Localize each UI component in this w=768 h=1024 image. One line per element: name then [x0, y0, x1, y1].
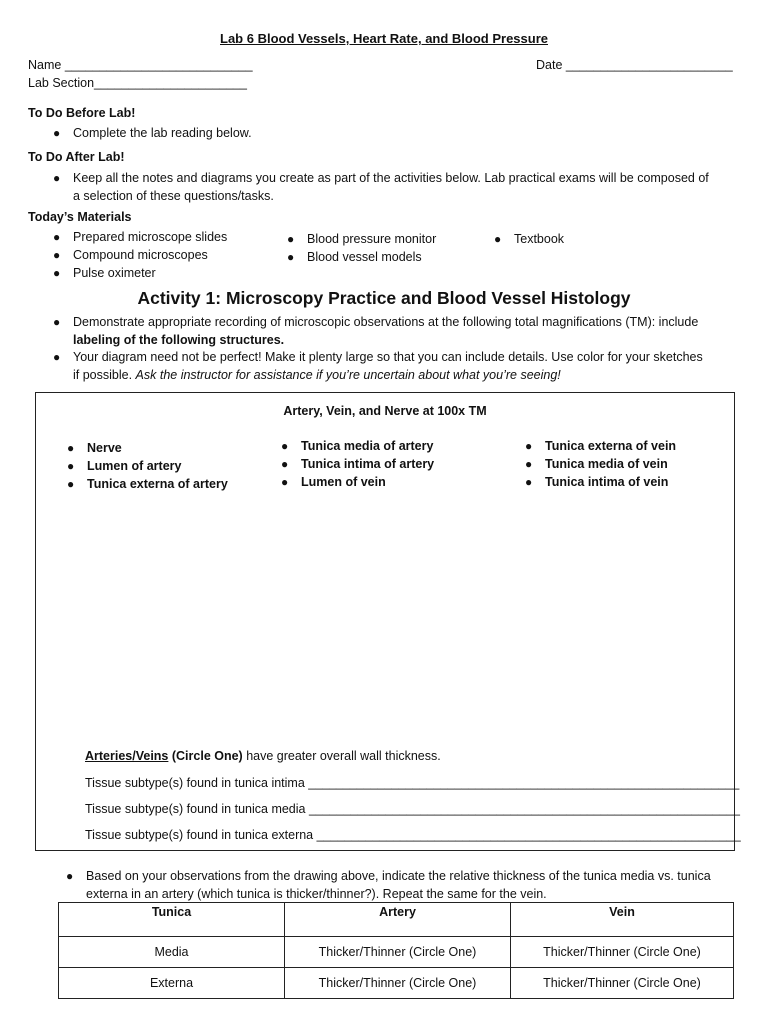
date-field[interactable]: Date ________________________ — [536, 58, 733, 72]
thickness-table — [58, 902, 734, 999]
bullet-icon: ● — [281, 439, 289, 453]
list-item: ● Prepared microscope slides — [53, 230, 228, 244]
table-cell: Media — [59, 937, 285, 968]
externa-answer-line[interactable]: Tissue subtype(s) found in tunica externa _____________________________________________________________ — [85, 828, 741, 842]
materials-col3 — [494, 230, 565, 248]
list-item: ● Tunica media of artery — [281, 439, 434, 453]
thickness-instructions: ● Based on your observations from the drawing above, indicate the relative thickness of the tunica media vs. tunica externa in an artery (which tunica is thicker/thinner?). Repeat the same for the vein. — [66, 869, 711, 901]
bullet-icon: ● — [525, 475, 533, 489]
drawing-box-title: Artery, Vein, and Nerve at 100x TM — [283, 404, 487, 418]
list-item: ● Lumen of artery — [67, 459, 182, 473]
bullet-icon: ● — [525, 439, 533, 453]
bullet-icon: ● — [67, 459, 75, 473]
list-item: ● Lumen of vein — [281, 475, 386, 489]
bullet-icon: ● — [53, 315, 61, 329]
lab-section-field[interactable]: Lab Section______________________ — [28, 76, 247, 90]
list-item: ● Compound microscopes — [53, 248, 208, 262]
table-header-row — [59, 903, 734, 937]
bullet-icon: ● — [53, 266, 61, 280]
bullet-icon: ● — [494, 232, 502, 246]
materials-col1 — [53, 228, 228, 282]
intima-answer-line[interactable]: Tissue subtype(s) found in tunica intima ______________________________________________________________ — [85, 776, 740, 790]
materials-heading: Today’s Materials — [28, 210, 132, 224]
after-lab-heading: To Do After Lab! — [28, 150, 125, 164]
bullet-icon: ● — [287, 250, 295, 264]
list-item: ● Tunica media of vein — [525, 457, 668, 471]
table-cell[interactable]: Thicker/Thinner (Circle One) — [285, 937, 511, 968]
name-field[interactable]: Name ___________________________ — [28, 58, 253, 72]
wall-thickness-question[interactable]: Arteries/Veins (Circle One) have greater overall wall thickness. — [85, 749, 441, 763]
activity-bullet-2: ● Your diagram need not be perfect! Make it plenty large so that you can include details. Use color for your sketches if possible. Ask the instructor for assistance if you’re uncertain about what you’re seeing! — [53, 350, 703, 382]
before-lab-heading: To Do Before Lab! — [28, 106, 136, 120]
table-row — [59, 968, 734, 999]
bullet-icon: ● — [281, 457, 289, 471]
activity-heading: Activity 1: Microscopy Practice and Blood Vessel Histology — [137, 288, 631, 308]
bullet-icon: ● — [53, 248, 61, 262]
list-item: ● Textbook — [494, 232, 565, 246]
list-item: ● Tunica externa of artery — [67, 477, 228, 491]
list-item: ● Pulse oximeter — [53, 266, 156, 280]
after-lab-item: ● Keep all the notes and diagrams you create as part of the activities below. Lab practical exams will be composed of a selection of these questions/tasks. — [53, 171, 709, 203]
list-item: ● Tunica externa of vein — [525, 439, 677, 453]
bullet-icon: ● — [525, 457, 533, 471]
table-cell[interactable]: Thicker/Thinner (Circle One) — [511, 968, 734, 999]
list-item: ● Blood pressure monitor — [287, 232, 437, 246]
table-header-cell: Artery — [285, 903, 511, 937]
bullet-icon: ● — [53, 171, 61, 185]
table-header-cell: Tunica — [59, 903, 285, 937]
bullet-icon: ● — [67, 441, 75, 455]
before-lab-item: ● Complete the lab reading below. — [53, 126, 252, 140]
list-item: ● Blood vessel models — [287, 250, 422, 264]
table-cell: Externa — [59, 968, 285, 999]
bullet-icon: ● — [287, 232, 295, 246]
list-item: ● Tunica intima of artery — [281, 457, 435, 471]
structures-col2 — [281, 437, 435, 491]
page-title: Lab 6 Blood Vessels, Heart Rate, and Blood Pressure — [220, 31, 548, 46]
structures-col1 — [67, 439, 228, 493]
bullet-icon: ● — [66, 869, 74, 883]
bullet-icon: ● — [281, 475, 289, 489]
table-cell[interactable]: Thicker/Thinner (Circle One) — [511, 937, 734, 968]
drawing-box[interactable] — [35, 392, 741, 851]
bullet-icon: ● — [53, 126, 61, 140]
activity-bullet-1: ● Demonstrate appropriate recording of microscopic observations at the following total magnifications (TM): include labeling of the following structures. — [53, 315, 699, 347]
structures-col3 — [525, 437, 677, 491]
bullet-icon: ● — [53, 230, 61, 244]
bullet-icon: ● — [53, 350, 61, 364]
bullet-icon: ● — [67, 477, 75, 491]
media-answer-line[interactable]: Tissue subtype(s) found in tunica media ______________________________________________________________ — [85, 802, 740, 816]
table-header-cell: Vein — [511, 903, 734, 937]
materials-col2 — [287, 230, 437, 266]
table-row — [59, 937, 734, 968]
list-item: ● Tunica intima of vein — [525, 475, 669, 489]
table-cell[interactable]: Thicker/Thinner (Circle One) — [285, 968, 511, 999]
list-item: ● Nerve — [67, 441, 122, 455]
